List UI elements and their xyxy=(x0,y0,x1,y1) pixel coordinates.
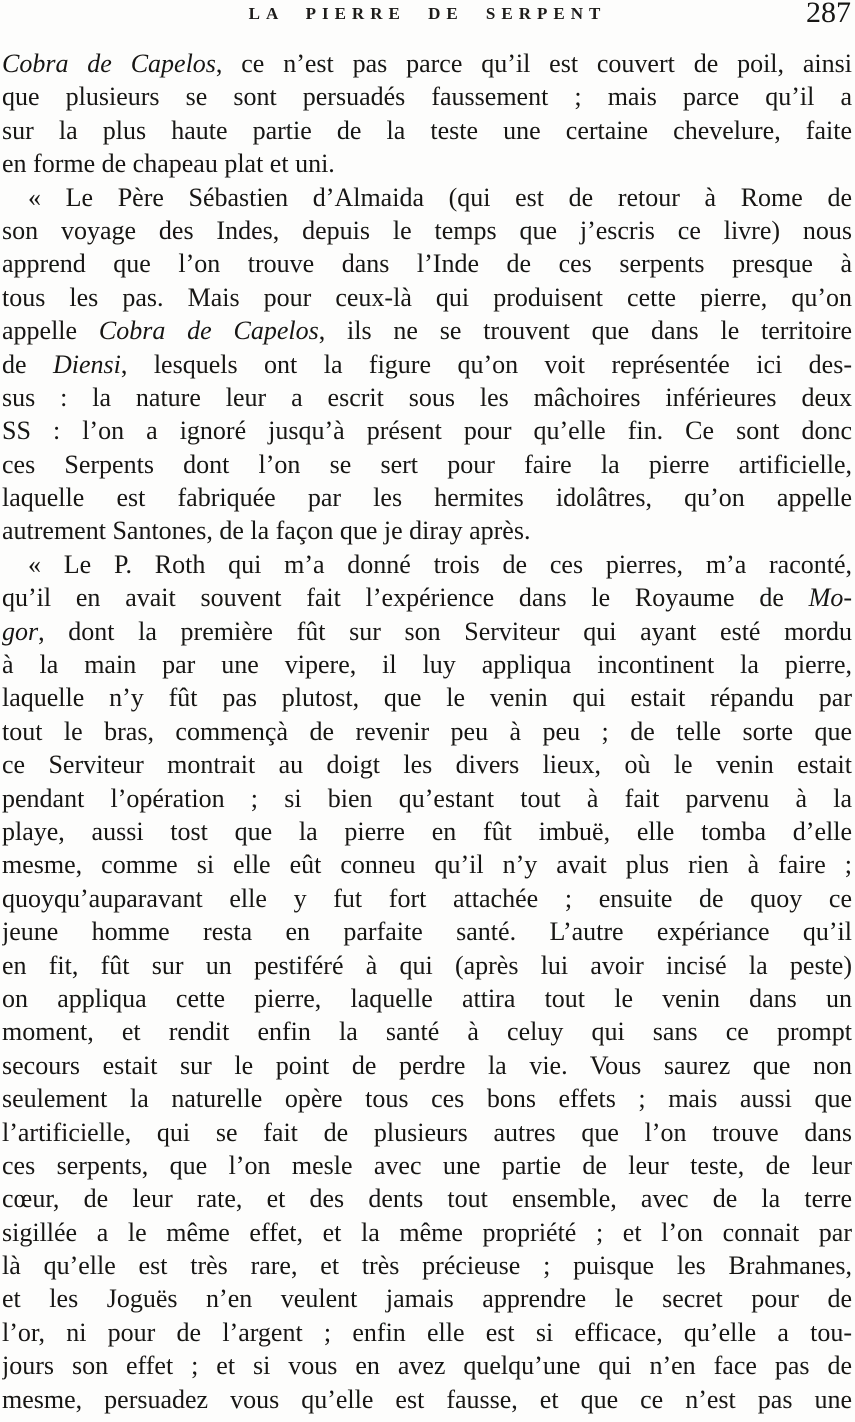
text-line: qu’il en avait souvent fait l’expérience dans le Royaume de Mo- xyxy=(2,583,852,613)
text-line: jeune homme resta en parfaite santé. L’autre expériance qu’il xyxy=(2,917,852,947)
text-line: tout le bras, commençà de revenir peu à peu ; de telle sorte que xyxy=(2,716,852,746)
text-line: là qu’elle est très rare, et très précieuse ; puisque les Brahmanes, xyxy=(2,1251,852,1281)
text-line: ce Serviteur montrait au doigt les divers lieux, où le venin estait xyxy=(2,750,852,780)
text-line: laquelle n’y fût pas plutost, que le venin qui estait répandu par xyxy=(2,683,852,713)
text-line: jours son effet ; et si vous en avez quelqu’une qui n’en face pas de xyxy=(2,1351,852,1381)
text-line: playe, aussi tost que la pierre en fût imbuë, elle tomba d’elle xyxy=(2,816,852,846)
text-line: quoyqu’auparavant elle y fut fort attachée ; ensuite de quoy ce xyxy=(2,883,852,913)
text-line: « Le Père Sébastien d’Almaida (qui est de retour à Rome de xyxy=(28,182,852,212)
running-title: LA PIERRE DE SERPENT xyxy=(248,4,607,23)
running-head xyxy=(0,0,855,46)
text-line: laquelle est fabriquée par les hermites idolâtres, qu’on appelle xyxy=(2,483,852,513)
text-line: moment, et rendit enfin la santé à celuy qui sans ce prompt xyxy=(2,1017,852,1047)
text-line: « Le P. Roth qui m’a donné trois de ces pierres, m’a raconté, xyxy=(28,549,852,579)
text-line: appelle Cobra de Capelos, ils ne se trouvent que dans le territoire xyxy=(2,316,852,346)
text-line: ces serpents, que l’on mesle avec une partie de leur teste, de leur xyxy=(2,1150,852,1180)
text-line: que plusieurs se sont persuadés faussement ; mais parce qu’il a xyxy=(2,82,852,112)
text-line: pendant l’opération ; si bien qu’estant tout à fait parvenu à la xyxy=(2,783,852,813)
text-line: en forme de chapeau plat et uni. xyxy=(2,149,335,179)
text-line: secours estait sur le point de perdre la vie. Vous saurez que non xyxy=(2,1050,852,1080)
text-line: gor, dont la première fût sur son Serviteur qui ayant esté mordu xyxy=(2,616,852,646)
text-line: l’artificielle, qui se fait de plusieurs autres que l’on trouve dans xyxy=(2,1117,852,1147)
text-line: sus : la nature leur a escrit sous les mâchoires inférieures deux xyxy=(2,382,852,412)
text-line: et les Joguës n’en veulent jamais apprendre le secret pour de xyxy=(2,1284,852,1314)
text-line: mesme, persuadez vous qu’elle est fausse, et que ce n’est pas une xyxy=(2,1384,852,1414)
text-line: SS : l’on a ignoré jusqu’à présent pour qu’elle fin. Ce sont donc xyxy=(2,416,852,446)
text-line: mesme, comme si elle eût conneu qu’il n’y avait plus rien à faire ; xyxy=(2,850,852,880)
text-line: son voyage des Indes, depuis le temps que j’escris ce livre) nous xyxy=(2,215,852,245)
text-line: ces Serpents dont l’on se sert pour faire la pierre artificielle, xyxy=(2,449,852,479)
page-number: 287 xyxy=(806,0,851,29)
text-line: à la main par une vipere, il luy appliqua incontinent la pierre, xyxy=(2,650,852,680)
text-line: seulement la naturelle opère tous ces bons effets ; mais aussi que xyxy=(2,1084,852,1114)
text-line: cœur, de leur rate, et des dents tout ensemble, avec de la terre xyxy=(2,1184,852,1214)
text-line: sigillée a le même effet, et la même propriété ; et l’on connait par xyxy=(2,1217,852,1247)
text-line: tous les pas. Mais pour ceux-là qui produisent cette pierre, qu’on xyxy=(2,282,852,312)
text-line: en fit, fût sur un pestiféré à qui (après lui avoir incisé la peste) xyxy=(2,950,852,980)
page-body xyxy=(2,47,852,1416)
text-line: autrement Santones, de la façon que je diray après. xyxy=(2,516,531,546)
text-line: l’or, ni pour de l’argent ; enfin elle est si efficace, qu’elle a tou- xyxy=(2,1317,852,1347)
text-line: on appliqua cette pierre, laquelle attira tout le venin dans un xyxy=(2,983,852,1013)
text-line: apprend que l’on trouve dans l’Inde de ces serpents presque à xyxy=(2,249,852,279)
text-line: sur la plus haute partie de la teste une certaine chevelure, faite xyxy=(2,115,852,145)
text-line: de Diensi, lesquels ont la figure qu’on voit représentée ici des- xyxy=(2,349,852,379)
text-line: Cobra de Capelos, ce n’est pas parce qu’il est couvert de poil, ainsi xyxy=(2,49,852,78)
